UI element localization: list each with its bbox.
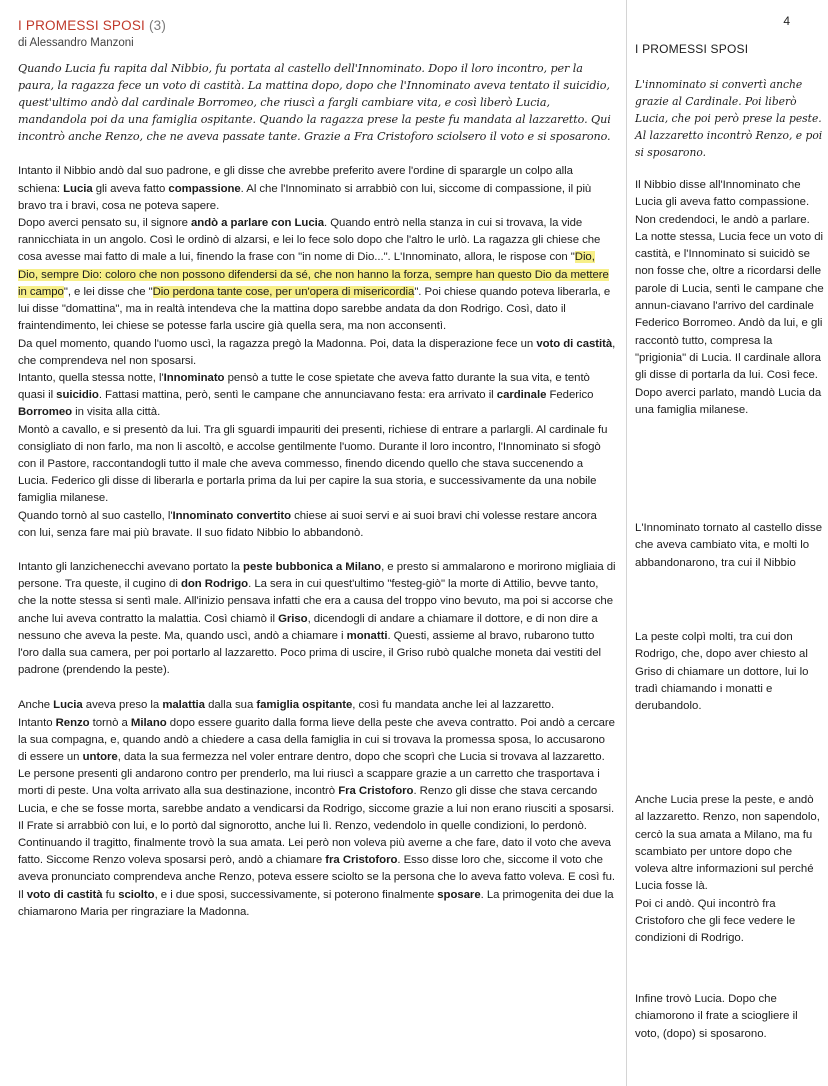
sidebar-note-5: Infine trovò Lucia. Dopo che chiamorono il frate a sciogliere il voto, (dopo) si sposarono. (635, 993, 798, 1040)
text-run: . La primogenita dei due la chiamarono Maria per ringraziare la Madonna. (18, 888, 614, 918)
sidebar-note-3: La peste colpì molti, tra cui don Rodrigo, che, dopo aver chiesto al Griso di chiamare un dottore, lui lo tradì chiamando i monatti e derubandolo. (635, 631, 809, 713)
text-run: . Renzo gli disse che stava cercando Lucia, e che se fosse morta, sarebbe andato a vendicarsi da Rodrigo, siccome grazie a lui non erano riusciti a sposarsi. Il Frate si arrabbiò con lui, e lo portò dal signorotto, anche lui lì. Renzo, vedendolo in quelle condizioni, lo perdonò. (18, 785, 615, 832)
text-run: Continuando il tragitto, finalmente trovò la sua amata. Lei però non voleva più averne a che fare, dato il voto che aveva fatto. Siccome Renzo voleva sposarsi però, andò a chiamare (18, 836, 611, 867)
body-paragraph (18, 697, 616, 714)
text-run: , così fu mandata anche lei al lazzaretto. (352, 699, 555, 712)
section-1 (18, 163, 616, 541)
text-run: , data la sua fermezza nel voler entrare dentro, dopo che scoprì che Lucia si trovava al lazzaretto. Le persone presenti gli andarono contro per prenderlo, ma lui riuscì a scappare grazie a un carretto che trasportava i morti di peste. Una volta arrivato alla sua destinazione, incontrò (18, 750, 605, 798)
bold-keyword: peste bubbonica a Milano (243, 560, 382, 573)
body-paragraph (18, 163, 616, 215)
main-column (18, 0, 616, 921)
bold-keyword: andò a parlare con Lucia (191, 217, 325, 230)
column-divider (626, 0, 627, 1086)
bold-keyword: Innominato convertito (172, 509, 292, 522)
bold-keyword: Innominato (163, 371, 225, 384)
text-run: Intanto, quella stessa notte, l' (18, 371, 164, 384)
intro-summary: Quando Lucia fu rapita dal Nibbio, fu portata al castello dell'Innominato. Dopo il loro incontro, per la paura, la ragazza fece un voto di castità. La mattina dopo, dopo che l'Innominato aveva tentato il suicidio, quest'ultimo andò dal cardinale Borromeo, che riuscì a fargli cambiare vita, e così liberò Lucia, mandandola poi da una famiglia ospitante. Quando la ragazza prese la peste fu mandata al lazzaretto. Qui incontrò anche Renzo, che ne aveva passate tante. Grazie a Fra Cristoforo sciolsero il voto e si sposarono. (18, 62, 611, 144)
sidebar-note-2: L'Innominato tornato al castello disse che aveva cambiato vita, e molti lo abbandonarono, tra cui il Nibbio (635, 522, 823, 569)
bold-keyword: Lucia (53, 699, 83, 712)
text-run: in visita alla città. (72, 406, 161, 419)
highlighted-quote: Dio, Dio, sempre Dio: coloro che non possono difendersi da sé, che non hanno la forza, sempre han questo Dio da mettere in campo (18, 251, 609, 298)
body-paragraph (18, 559, 616, 679)
bold-keyword: sposare (437, 888, 481, 901)
author-line: di Alessandro Manzoni (18, 37, 134, 49)
bold-keyword: don Rodrigo (180, 578, 249, 591)
text-run: . Quando entrò nella stanza in cui si trovava, la vide rannicchiata in un angolo. Così le ordinò di alzarsi, e lei lo fece solo dopo che l'altro le urlò. La ragazza gli chiese che cosa avesse mai fatto di male a lui, finendo la frase con "in nome di Dio...". L'Innominato, allora, le rispose con " (18, 217, 601, 264)
text-run: , che comprendeva nel non sposarsi. (18, 337, 616, 367)
bold-keyword: Renzo (55, 716, 90, 729)
text-run: aveva preso la (82, 699, 163, 712)
bold-keyword: famiglia ospitante (256, 699, 353, 712)
sidebar-note-4: Anche Lucia prese la peste, e andò al lazzaretto. Renzo, non sapendolo, cercò la sua amata a Milano, ma fu scambiato per untore dopo che voleva altre informazioni sul perché Lucia fosse là. Poi ci andò. Qui incontrò fra Cristoforo che gli fece vedere le condizioni di Rodrigo. (635, 794, 820, 945)
bold-keyword: monatti (346, 629, 388, 642)
body-paragraph (18, 336, 616, 370)
body-paragraph (18, 835, 616, 921)
text-run: Dopo averci pensato su, il signore (18, 217, 192, 230)
bold-keyword: Milano (130, 716, 167, 729)
text-run: Anche (18, 699, 54, 712)
text-run: ". Poi chiese quando poteva liberarla, e lui disse "domattina", ma in realtà intendeva che la mattina dopo sarebbe andata da don Rodrigo. Così, dato il fraintendimento, lei chiese se potesse farla uscire già quella sera, ma non acconsentì. (18, 285, 611, 333)
sidebar-note-1: Il Nibbio disse all'Innominato che Lucia gli aveva fatto compassione. Non credendoci, le andò a parlare. La notte stessa, Lucia fece un voto di castità, e l'Innominato si suicidò se non fosse che, oltre a ricordarsi delle parole di Lucia, sentì le campane che annun-ciavano l'arrivo del cardinale Federico Borromeo. Andò da lui, e gli raccontò tutto, compresa la "prigionia" di Lucia. Il cardinale allora gli disse di portarla da lui. Così fece. Dopo averci parlato, mandò Lucia da una famiglia milanese. (635, 179, 824, 416)
text-run: ", e lei disse che " (63, 285, 153, 298)
body-paragraph (18, 422, 616, 508)
sidebar-title: I PROMESSI SPOSI (635, 42, 749, 56)
bold-keyword: voto di castità (26, 888, 103, 901)
body-paragraph (18, 215, 616, 335)
text-run: Intanto (18, 716, 56, 729)
text-run: pensò a tutte le cose spietate che aveva fatto durante la sua vita, e tentò quasi il (18, 371, 590, 402)
title-part-number: (3) (148, 18, 167, 33)
bold-keyword: sciolto (118, 888, 155, 901)
highlighted-quote: Dio perdona tante cose, per un'opera di misericordia (152, 285, 415, 298)
bold-keyword: suicidio (56, 389, 99, 402)
page-number: 4 (783, 14, 790, 28)
bold-keyword: malattia (162, 699, 205, 712)
text-run: Intanto gli lanzichenecchi avevano portato la (18, 560, 244, 573)
text-run: . Questi, assieme al bravo, rubarono tutto l'oro dalla sua camera, per poi portarlo al lazzaretto. Poco prima di uscire, il Griso rubò qualche moneta dai vestiti del padrone (prendendo la peste). (18, 629, 601, 677)
text-run: Intanto il Nibbio andò dal suo padrone, e gli disse che avrebbe preferito avere l'ordine di sparargle un colpo alla schiena: (18, 165, 573, 195)
section-2 (18, 559, 616, 679)
text-run: gli aveva fatto (92, 182, 169, 195)
text-run: fu (102, 888, 119, 901)
text-run: . Esso disse loro che, siccome il voto che aveva pronunciato comprendeva anche Renzo, poteva essere sciolto se la persona che lo aveva fatto voleva. E così fu. Il (18, 854, 615, 901)
text-run: . Fattasi mattina, però, sentì le campane che annunciavano festa: era arrivato il (98, 389, 497, 402)
text-run: , e presto si ammalarono e morirono migliaia di persone. Tra queste, il cugino di (18, 560, 616, 591)
bold-keyword: compassione (168, 182, 241, 195)
bold-keyword: Lucia (63, 182, 93, 195)
text-run: . La sera in cui quest'ultimo "festeg-giò" la morte di Attilio, bevve tanto, che la notte stessa si sentì male. All'inizio pensava infatti che era a causa del troppo vino bevuto, ma poi si accorse che anche lui aveva contratto la malattia. Così chiamò il (18, 578, 614, 625)
section-3 (18, 697, 616, 921)
text-run: , e i due sposi, successivamente, si poterono finalmente (154, 888, 438, 901)
text-run: chiese ai suoi servi e ai suoi bravi chi volesse restare ancora con lui, senza fare mai più bravate. Il suo fidato Nibbio lo abbandonò. (18, 509, 597, 539)
text-run: Montò a cavallo, e si presentò da lui. Tra gli sguardi impauriti dei presenti, richiese di entrare a parlargli. Al cardinale fu consigliato di non farlo, ma non li ascoltò, e accolse gentilmente l'uomo. Durante il loro incontro, l'Innominato si sfogò con il Pastore, raccontandogli tutto il male che aveva commesso, finendo dicendo quello che stava succenendo a Lucia. Federico gli disse di liberarla e portarla prima da lui per capire la sua storia, e successivamente da una nobile famiglia milanese. (18, 423, 608, 505)
bold-keyword: cardinale (496, 389, 547, 402)
body-paragraph (18, 508, 616, 542)
sidebar-intro: L'innominato si convertì anche grazie al Cardinale. Poi liberò Lucia, che poi però prese la peste. Al lazzaretto incontrò Renzo, e poi si sposarono. (635, 78, 823, 159)
text-run: . Al che l'Innominato si arrabbiò con lui, siccome di compassione, il più bravo tra i bravi, cosa ne poteva sapere. (18, 182, 592, 212)
text-run: Da quel momento, quando l'uomo uscì, la ragazza pregò la Madonna. Poi, data la disperazione fece un (18, 337, 537, 350)
text-run: tornò a (89, 716, 131, 729)
text-run: dopo essere guarito dalla forma lieve della peste che aveva contratto. Poi andò a cercare la sua compagna, e, quando andò a chiedere a casa della famiglia in cui si trovava la promessa sposa, lo accusarono di essere un (18, 716, 615, 763)
text-run: Federico (546, 389, 594, 402)
text-run: Quando tornò al suo castello, l' (18, 509, 173, 522)
bold-keyword: Borromeo (18, 406, 73, 419)
bold-keyword: voto di castità (536, 337, 613, 350)
title-text: I PROMESSI SPOSI (18, 18, 145, 33)
bold-keyword: Griso (278, 612, 308, 625)
document-title (18, 18, 616, 33)
body-paragraph (18, 715, 616, 835)
bold-keyword: fra Cristoforo (325, 854, 398, 867)
bold-keyword: untore (82, 750, 118, 763)
bold-keyword: Fra Cristoforo (338, 785, 414, 798)
body-paragraph (18, 370, 616, 422)
text-run: , dicendogli di andare a chiamare il dottore, e di non dire a nessuno che aveva la peste. Ma, quando uscì, andò a chiamare i (18, 612, 598, 642)
text-run: dalla sua (204, 699, 257, 712)
